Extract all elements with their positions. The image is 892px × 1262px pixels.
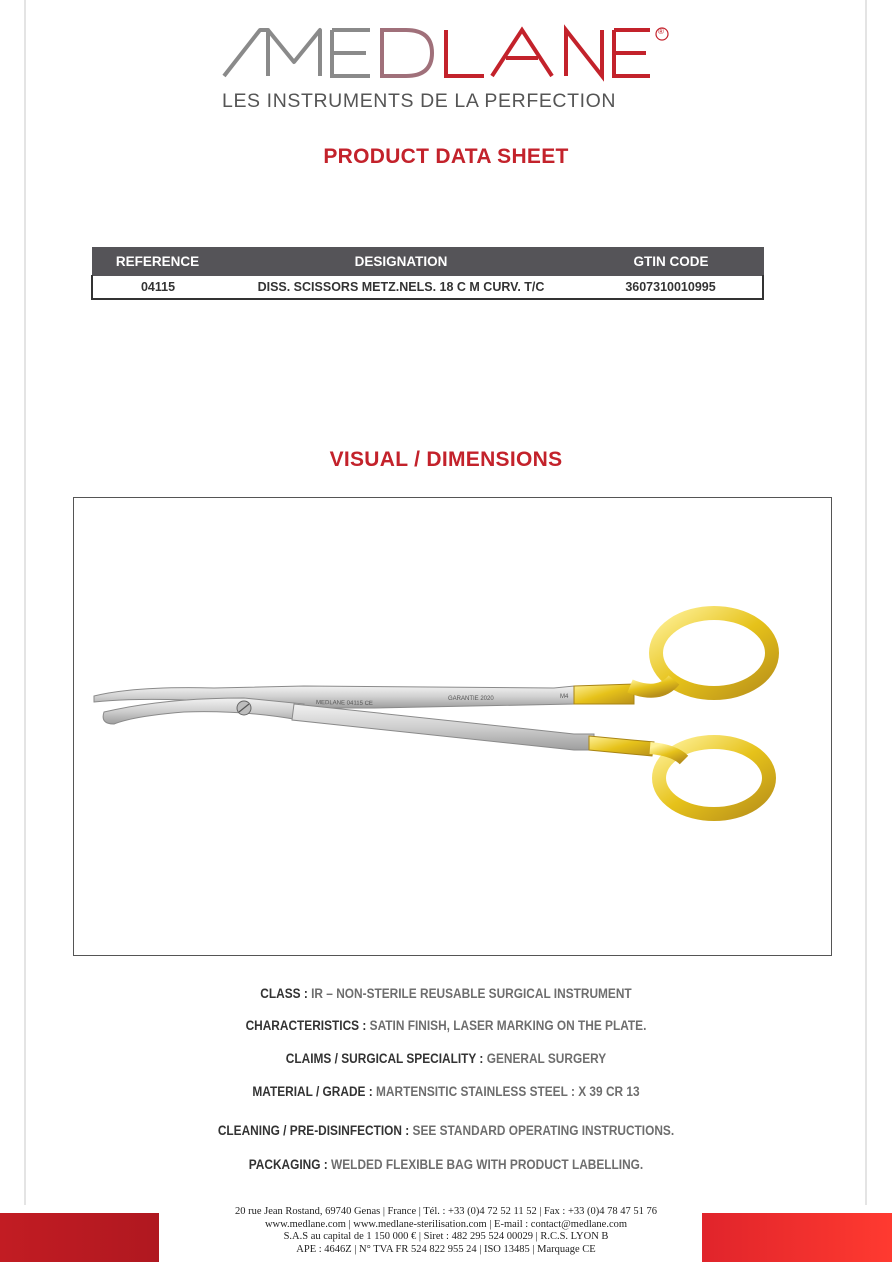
reference-table [91, 247, 764, 300]
tagline: LES INSTRUMENTS DE LA PERFECTION [222, 90, 617, 112]
guarantee-text: GARANTIE 2020 [448, 696, 494, 702]
spec-packaging [54, 1157, 839, 1172]
footer-line-4: APE : 4646Z | N° TVA FR 524 822 955 24 | ISO 13485 | Marquage CE [296, 1243, 596, 1255]
spec-claims-value: GENERAL SURGERY [483, 1051, 607, 1066]
registered-mark: ® [658, 27, 664, 36]
mark-text: M4 [560, 694, 569, 700]
spec-class-key: CLASS : [260, 986, 308, 1001]
footer-line-1: 20 rue Jean Rostand, 69740 Genas | France | Tél. : +33 (0)4 72 52 11 52 | Fax : +33 (0)4 78 47 51 76 [234, 1206, 658, 1217]
spec-class [54, 986, 839, 1001]
spec-class-value: IR – NON-STERILE REUSABLE SURGICAL INSTRUMENT [307, 986, 632, 1001]
engraving-text: MEDLANE 04115 CE [315, 700, 373, 707]
page-frame-left [24, 0, 26, 1205]
spec-claims-key: CLAIMS / SURGICAL SPECIALITY : [285, 1051, 484, 1066]
footer-address [0, 1206, 892, 1256]
table-row [92, 276, 763, 300]
footer-line-3: S.A.S au capital de 1 150 000 € | Siret : 482 295 524 00029 | R.C.S. LYON B [283, 1231, 609, 1242]
spec-claims [54, 1051, 839, 1066]
column-header-designation: DESIGNATION [223, 248, 579, 276]
footer-line-2: www.medlane.com | www.medlane-sterilisation.com | E-mail : contact@medlane.com [264, 1218, 628, 1230]
column-header-gtin: GTIN CODE [579, 248, 763, 276]
product-data-sheet-heading: PRODUCT DATA SHEET [323, 145, 569, 168]
page-frame-right [865, 0, 867, 1205]
table-header-row [92, 248, 763, 276]
designation-cell: DISS. SCISSORS METZ.NELS. 18 C M CURV. T/C [223, 276, 579, 300]
reference-cell: 04115 [92, 276, 223, 300]
spec-cleaning-key: CLEANING / PRE-DISINFECTION : [217, 1123, 410, 1138]
column-header-reference: REFERENCE [92, 248, 223, 276]
spec-material-value: MARTENSITIC STAINLESS STEEL : X 39 CR 13 [372, 1084, 640, 1099]
scissors-illustration [74, 498, 831, 955]
gtin-cell: 3607310010995 [579, 276, 763, 300]
product-image-frame [73, 497, 832, 956]
spec-material-key: MATERIAL / GRADE : [252, 1084, 373, 1099]
spec-material [54, 1084, 839, 1099]
spec-cleaning-value: SEE STANDARD OPERATING INSTRUCTIONS. [409, 1123, 675, 1138]
spec-packaging-value: WELDED FLEXIBLE BAG WITH PRODUCT LABELLING. [327, 1157, 644, 1172]
spec-cleaning [54, 1123, 839, 1138]
visual-dimensions-heading: VISUAL / DIMENSIONS [329, 448, 563, 471]
spec-characteristics-value: SATIN FINISH, LASER MARKING ON THE PLATE. [366, 1018, 647, 1033]
medlane-wordmark [222, 22, 672, 92]
spec-characteristics [54, 1018, 839, 1033]
spec-packaging-key: PACKAGING : [248, 1157, 328, 1172]
spec-characteristics-key: CHARACTERISTICS : [245, 1018, 367, 1033]
